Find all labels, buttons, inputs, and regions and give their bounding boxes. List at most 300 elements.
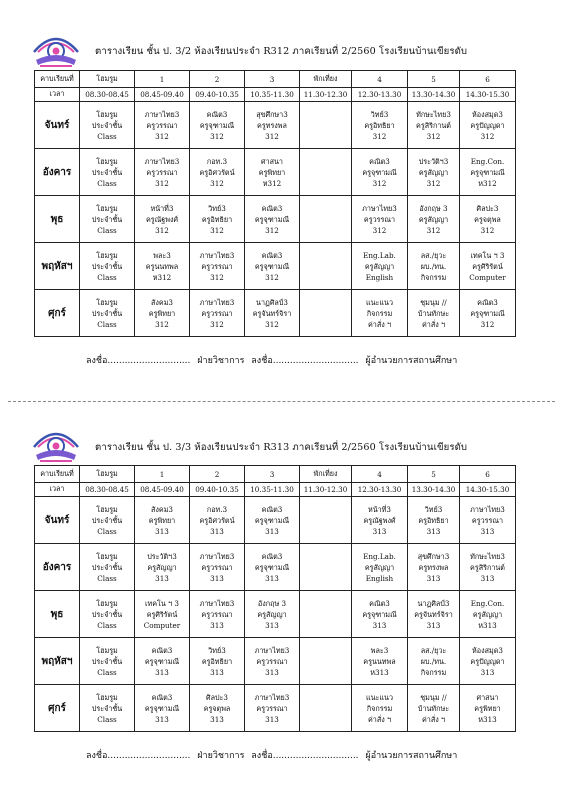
subject-label: ชุมนุม //: [420, 297, 447, 307]
room-label: ค่าสั่ง ฯ: [421, 714, 446, 724]
room-label: 312: [265, 272, 279, 282]
subject-label: ภาษาไทย3: [199, 250, 235, 260]
room-label: Class: [97, 526, 117, 536]
subject-label: วิทย์3: [424, 504, 443, 514]
day-name: อังคาร: [35, 544, 80, 591]
class-cell: [245, 243, 300, 290]
subject-label: นาฏศิลป์3: [256, 297, 288, 307]
period-5-header: 5: [408, 71, 460, 88]
subject-label: โฮมรูม: [96, 692, 118, 702]
time-slot: 11.30-12.30: [300, 88, 352, 102]
subject-label: ภาษาไทย3: [199, 598, 235, 608]
room-label: 313: [210, 667, 224, 677]
teacher-label: ครูจตุพล: [203, 703, 231, 713]
lunch-cell: [300, 243, 352, 290]
teacher-label: ครูวรรณา: [363, 214, 396, 224]
subject-label: คณิต3: [261, 504, 283, 514]
day-name: พุธ: [35, 591, 80, 638]
room-label: Computer: [143, 620, 181, 630]
day-name: พฤหัสฯ: [35, 243, 80, 290]
class-cell: [245, 497, 300, 544]
room-label: Class: [97, 714, 117, 724]
teacher-label: ครูจุฑามณี: [254, 261, 290, 271]
class-cell: [245, 102, 300, 149]
teacher-label: ครูวรรณา: [471, 515, 504, 525]
time-slot: 10.35-11.30: [245, 483, 300, 497]
signature-role-director: ผู้อำนวยการสถานศึกษา: [365, 751, 458, 761]
lunch-cell: [300, 591, 352, 638]
timetable-title: ตารางเรียน ชั้น ป. 3/3 ห้องเรียนประจำ R313 ภาคเรียนที่ 2/2560 โรงเรียนบ้านเขียรดับ: [95, 442, 468, 453]
subject-label: โฮมรูม: [96, 645, 118, 655]
subject-label: เทคโน ฯ 3: [145, 598, 179, 608]
time-slot: 10.35-11.30: [245, 88, 300, 102]
class-cell: [460, 591, 516, 638]
lunch-cell: [300, 196, 352, 243]
homeroom-cell: [80, 243, 135, 290]
room-label: 313: [210, 526, 224, 536]
room-label: 313: [426, 526, 441, 536]
time-slot: 13.30-14.30: [408, 483, 460, 497]
class-cell: [135, 591, 190, 638]
room-label: 312: [265, 319, 279, 329]
period-6-header: 6: [460, 466, 516, 483]
time-slot: 08.30-08.45: [80, 483, 135, 497]
day-row: [35, 149, 516, 196]
period-3-header: 3: [245, 71, 300, 88]
homeroom-header: โฮมรูม: [80, 466, 135, 483]
teacher-label: ครูจุฑามณี: [144, 656, 180, 666]
signature-field-director: ลงชื่อ..............................: [251, 751, 359, 761]
signature-role-academic: ฝ่ายวิชาการ: [197, 751, 245, 761]
class-cell: [190, 243, 245, 290]
class-cell: [135, 243, 190, 290]
subject-label: ห้องสมุด3: [472, 109, 503, 119]
room-label: English: [365, 573, 394, 583]
class-cell: [190, 638, 245, 685]
teacher-label: ประจำชั้น: [91, 609, 123, 619]
class-cell: [408, 591, 460, 638]
room-label: 312: [426, 178, 441, 188]
teacher-label: ครูสัญญา: [147, 562, 177, 572]
signature-role-academic: ฝ่ายวิชาการ: [197, 356, 245, 366]
room-label: ค่าสั่ง ฯ: [421, 319, 446, 329]
class-cell: [460, 196, 516, 243]
time-label: เวลา: [35, 88, 80, 102]
subject-label: กอท.3: [206, 504, 228, 514]
teacher-label: ครูทรงพล: [257, 120, 287, 130]
subject-label: วิทย์3: [208, 645, 226, 655]
subject-label: โฮมรูม: [96, 109, 118, 119]
subject-label: Eng.Lab.: [363, 551, 396, 561]
class-cell: [460, 102, 516, 149]
class-cell: [245, 290, 300, 337]
subject-label: หน้าที่3: [368, 504, 391, 514]
period-2-header: 2: [190, 71, 245, 88]
room-label: 313: [265, 526, 279, 536]
teacher-label: บ้านทักษะ: [417, 703, 450, 713]
teacher-label: ครูจุฑามณี: [470, 308, 505, 318]
subject-label: แนะแนว: [366, 297, 393, 307]
room-label: English: [365, 272, 394, 282]
teacher-label: ประจำชั้น: [91, 214, 123, 224]
class-cell: [245, 149, 300, 196]
room-label: ค่าสั่ง ฯ: [367, 319, 392, 329]
period-1-header: 1: [135, 466, 190, 483]
teacher-label: ครูวรรณา: [201, 261, 233, 271]
subject-label: ภาษาไทย3: [199, 297, 235, 307]
period-header-label: คาบเรียนที่: [35, 466, 80, 483]
teacher-label: ครูสิริกานต์: [416, 120, 451, 130]
room-label: 313: [372, 620, 387, 630]
teacher-label: ครูศิริรัตน์: [472, 261, 503, 271]
subject-label: คณิต3: [261, 250, 283, 260]
homeroom-cell: [80, 102, 135, 149]
class-cell: [352, 149, 408, 196]
signature-field-academic: ลงชื่อ.............................: [86, 751, 191, 761]
timetable-title: ตารางเรียน ชั้น ป. 3/2 ห้องเรียนประจำ R312 ภาคเรียนที่ 2/2560 โรงเรียนบ้านเขียรดับ: [95, 46, 468, 57]
teacher-label: ครูจุฑามณี: [362, 609, 397, 619]
time-slot: 08.45-09.40: [135, 483, 190, 497]
class-cell: [460, 544, 516, 591]
homeroom-cell: [80, 149, 135, 196]
lunch-cell: [300, 685, 352, 732]
subject-label: นาฏศิลป์3: [417, 598, 450, 608]
timetable-table: [34, 70, 516, 337]
lunch-cell: [300, 497, 352, 544]
room-label: 312: [155, 178, 169, 188]
subject-label: หน้าที่3: [150, 203, 174, 213]
time-slot: 08.30-08.45: [80, 88, 135, 102]
homeroom-header: โฮมรูม: [80, 71, 135, 88]
class-cell: [245, 196, 300, 243]
teacher-label: ครูสัญญา: [418, 214, 449, 224]
subject-label: คณิต3: [151, 645, 173, 655]
signature-line: [86, 748, 461, 762]
subject-label: โฮมรูม: [96, 598, 118, 608]
subject-label: ประวัติฯ3: [418, 156, 449, 166]
class-cell: [135, 638, 190, 685]
homeroom-cell: [80, 497, 135, 544]
school-logo-icon: [30, 425, 82, 465]
subject-label: คณิต3: [206, 109, 228, 119]
room-label: 313: [426, 573, 441, 583]
subject-label: สุขศึกษา3: [256, 109, 288, 119]
subject-label: คณิต3: [261, 203, 283, 213]
subject-label: คณิต3: [369, 598, 390, 608]
teacher-label: ครูอิทธิยา: [201, 214, 233, 224]
page-divider: [8, 401, 555, 402]
room-label: Class: [97, 620, 117, 630]
subject-label: คณิต3: [477, 297, 498, 307]
class-cell: [460, 290, 516, 337]
teacher-label: ครูวรรณา: [201, 609, 233, 619]
class-cell: [352, 544, 408, 591]
teacher-label: ครูอิศวรัตน์: [199, 515, 235, 525]
class-cell: [245, 685, 300, 732]
teacher-label: ครูจุฑามณี: [470, 167, 505, 177]
teacher-label: ครูอิศวรัตน์: [199, 167, 235, 177]
subject-label: ศาสนา: [476, 692, 499, 702]
room-label: 312: [210, 272, 224, 282]
room-label: 313: [480, 526, 495, 536]
homeroom-cell: [80, 685, 135, 732]
subject-label: วิทย์3: [370, 109, 389, 119]
subject-label: ห้องสมุด3: [472, 645, 503, 655]
day-name: ศุกร์: [35, 290, 80, 337]
subject-label: ภาษาไทย3: [254, 645, 290, 655]
teacher-label: ประจำชั้น: [91, 703, 123, 713]
room-label: 313: [372, 526, 387, 536]
class-cell: [460, 497, 516, 544]
subject-label: ภาษาไทย3: [199, 551, 235, 561]
teacher-label: ครูสัญญา: [472, 609, 503, 619]
class-cell: [245, 638, 300, 685]
room-label: 313: [265, 714, 279, 724]
teacher-label: ครูวรรณา: [256, 656, 288, 666]
period-5-header: 5: [408, 466, 460, 483]
room-label: Computer: [469, 272, 506, 282]
subject-label: ลส./ยุวะ: [420, 645, 447, 655]
teacher-label: ครูพิทยา: [148, 308, 176, 318]
subject-label: ภาษาไทย3: [144, 156, 180, 166]
room-label: 313: [426, 620, 441, 630]
room-label: 313: [210, 620, 224, 630]
period-1-header: 1: [135, 71, 190, 88]
class-cell: [408, 243, 460, 290]
subject-label: Eng.Con.: [470, 156, 505, 166]
room-label: 313: [155, 714, 169, 724]
teacher-label: กิจกรรม: [366, 308, 393, 318]
subject-label: โฮมรูม: [96, 250, 118, 260]
class-cell: [190, 102, 245, 149]
subject-label: พละ3: [153, 250, 171, 260]
time-slot: 09.40-10.35: [190, 483, 245, 497]
subject-label: แนะแนว: [366, 692, 393, 702]
teacher-label: ครูจุฑามณี: [254, 515, 290, 525]
teacher-label: ครูณัฐพงศ์: [145, 214, 179, 224]
timetable-table: [34, 465, 516, 732]
period-4-header: 4: [352, 466, 408, 483]
subject-label: สุขศึกษา3: [417, 551, 450, 561]
room-label: 313: [155, 667, 169, 677]
teacher-label: ครูวรรณา: [201, 308, 233, 318]
room-label: 312: [372, 131, 387, 141]
class-cell: [408, 290, 460, 337]
class-cell: [190, 149, 245, 196]
room-label: Class: [97, 272, 117, 282]
subject-label: ประวัติฯ3: [147, 551, 177, 561]
teacher-label: ครูจุฑามณี: [254, 214, 290, 224]
subject-label: ศาสนา: [261, 156, 283, 166]
teacher-label: ครูวรรณา: [256, 703, 288, 713]
class-cell: [352, 290, 408, 337]
day-row: [35, 591, 516, 638]
teacher-label: ครูอิทธิยา: [418, 515, 449, 525]
teacher-label: ครูสัญญา: [364, 261, 395, 271]
room-label: 312: [155, 225, 169, 235]
teacher-label: ครูปัญญดา: [470, 120, 505, 130]
room-label: 312: [210, 131, 224, 141]
subject-label: โฮมรูม: [96, 551, 118, 561]
teacher-label: ครูจุฑามณี: [144, 703, 180, 713]
subject-label: สังคม3: [150, 504, 173, 514]
class-cell: [460, 149, 516, 196]
day-name: อังคาร: [35, 149, 80, 196]
teacher-label: ครูวรรณา: [146, 167, 178, 177]
time-slot: 12.30-13.30: [352, 88, 408, 102]
lunch-cell: [300, 544, 352, 591]
room-label: Class: [97, 573, 117, 583]
room-label: 312: [372, 178, 387, 188]
teacher-label: ครูวรรณา: [146, 120, 178, 130]
teacher-label: ผบ./ทน.: [420, 261, 447, 271]
subject-label: ชุมนุม //: [420, 692, 447, 702]
room-label: กิจกรรม: [420, 272, 447, 282]
time-slot: 08.45-09.40: [135, 88, 190, 102]
room-label: 312: [265, 225, 279, 235]
subject-label: ศิลปะ3: [476, 203, 499, 213]
homeroom-cell: [80, 544, 135, 591]
teacher-label: ครูสัญญา: [257, 609, 287, 619]
homeroom-cell: [80, 196, 135, 243]
school-logo-icon: [30, 30, 82, 70]
room-label: 312: [265, 131, 279, 141]
teacher-label: ครูจันทร์จิรา: [414, 609, 453, 619]
teacher-label: ครูจุฑามณี: [362, 167, 397, 177]
subject-label: พละ3: [370, 645, 389, 655]
room-label: Class: [97, 178, 117, 188]
subject-label: คณิต3: [261, 551, 283, 561]
time-slot: 12.30-13.30: [352, 483, 408, 497]
time-slot: 09.40-10.35: [190, 88, 245, 102]
subject-label: ทักษะไทย3: [470, 551, 505, 561]
day-name: จันทร์: [35, 497, 80, 544]
teacher-label: ครูสิริกานต์: [470, 562, 505, 572]
room-label: ห312: [478, 178, 497, 188]
class-cell: [245, 591, 300, 638]
teacher-label: ประจำชั้น: [91, 562, 123, 572]
class-cell: [408, 685, 460, 732]
time-slot: 14.30-15.30: [460, 483, 516, 497]
room-label: 312: [480, 319, 495, 329]
subject-label: วิทย์3: [208, 203, 226, 213]
teacher-label: ครูจันทร์จิรา: [252, 308, 292, 318]
teacher-label: ครูจตุพล: [474, 214, 501, 224]
room-label: Class: [97, 131, 117, 141]
room-label: 313: [265, 620, 279, 630]
homeroom-cell: [80, 290, 135, 337]
teacher-label: ครูสัญญา: [418, 167, 449, 177]
signature-field-director: ลงชื่อ..............................: [251, 356, 359, 366]
class-cell: [408, 544, 460, 591]
class-cell: [352, 685, 408, 732]
teacher-label: ประจำชั้น: [91, 261, 123, 271]
class-cell: [408, 149, 460, 196]
class-cell: [352, 243, 408, 290]
class-cell: [460, 685, 516, 732]
room-label: 313: [155, 573, 169, 583]
room-label: 313: [265, 667, 279, 677]
room-label: 312: [210, 319, 224, 329]
period-2-header: 2: [190, 466, 245, 483]
subject-label: คณิต3: [151, 692, 173, 702]
teacher-label: ครูอิทธิยา: [201, 656, 233, 666]
subject-label: ภาษาไทย3: [254, 692, 290, 702]
room-label: ห312: [152, 272, 172, 282]
period-6-header: 6: [460, 71, 516, 88]
room-label: ห313: [478, 620, 497, 630]
day-name: พุธ: [35, 196, 80, 243]
signature-role-director: ผู้อำนวยการสถานศึกษา: [365, 356, 458, 366]
room-label: 313: [265, 573, 279, 583]
subject-label: อังกฤษ 3: [419, 203, 448, 213]
class-cell: [190, 497, 245, 544]
class-cell: [352, 591, 408, 638]
subject-label: ศิลปะ3: [206, 692, 228, 702]
room-label: 313: [480, 573, 495, 583]
subject-label: อังกฤษ 3: [257, 598, 287, 608]
room-label: 313: [210, 714, 224, 724]
class-cell: [135, 102, 190, 149]
day-row: [35, 638, 516, 685]
teacher-label: ครูศิริรัตน์: [146, 609, 178, 619]
class-cell: [352, 638, 408, 685]
room-label: ห312: [262, 178, 282, 188]
class-cell: [408, 497, 460, 544]
teacher-label: ครูพิทยา: [258, 167, 286, 177]
teacher-label: ครูปัญญดา: [470, 656, 505, 666]
teacher-label: กิจกรรม: [366, 703, 393, 713]
day-name: จันทร์: [35, 102, 80, 149]
room-label: ห313: [370, 667, 389, 677]
subject-label: สังคม3: [150, 297, 173, 307]
subject-label: ภาษาไทย3: [362, 203, 397, 213]
homeroom-cell: [80, 638, 135, 685]
homeroom-cell: [80, 591, 135, 638]
day-name: ศุกร์: [35, 685, 80, 732]
day-row: [35, 544, 516, 591]
subject-label: คณิต3: [369, 156, 390, 166]
subject-label: โฮมรูม: [96, 203, 118, 213]
day-row: [35, 290, 516, 337]
class-cell: [352, 102, 408, 149]
room-label: 312: [155, 131, 169, 141]
teacher-label: ครูอิทธิยา: [364, 120, 395, 130]
lunch-cell: [300, 149, 352, 196]
lunch-header: พักเที่ยง: [300, 466, 352, 483]
lunch-header: พักเที่ยง: [300, 71, 352, 88]
teacher-label: บ้านทักษะ: [417, 308, 450, 318]
teacher-label: ครูพิทยา: [474, 703, 501, 713]
subject-label: Eng.Con.: [470, 598, 505, 608]
class-cell: [190, 290, 245, 337]
class-cell: [408, 196, 460, 243]
lunch-cell: [300, 638, 352, 685]
class-cell: [135, 149, 190, 196]
period-3-header: 3: [245, 466, 300, 483]
day-row: [35, 243, 516, 290]
room-label: ห313: [478, 714, 497, 724]
class-cell: [245, 544, 300, 591]
room-label: Class: [97, 319, 117, 329]
teacher-label: ประจำชั้น: [91, 656, 123, 666]
class-cell: [190, 196, 245, 243]
teacher-label: ครูพิทยา: [148, 515, 176, 525]
room-label: 313: [480, 667, 495, 677]
day-name: พฤหัสฯ: [35, 638, 80, 685]
class-cell: [135, 290, 190, 337]
time-slot: 14.30-15.30: [460, 88, 516, 102]
